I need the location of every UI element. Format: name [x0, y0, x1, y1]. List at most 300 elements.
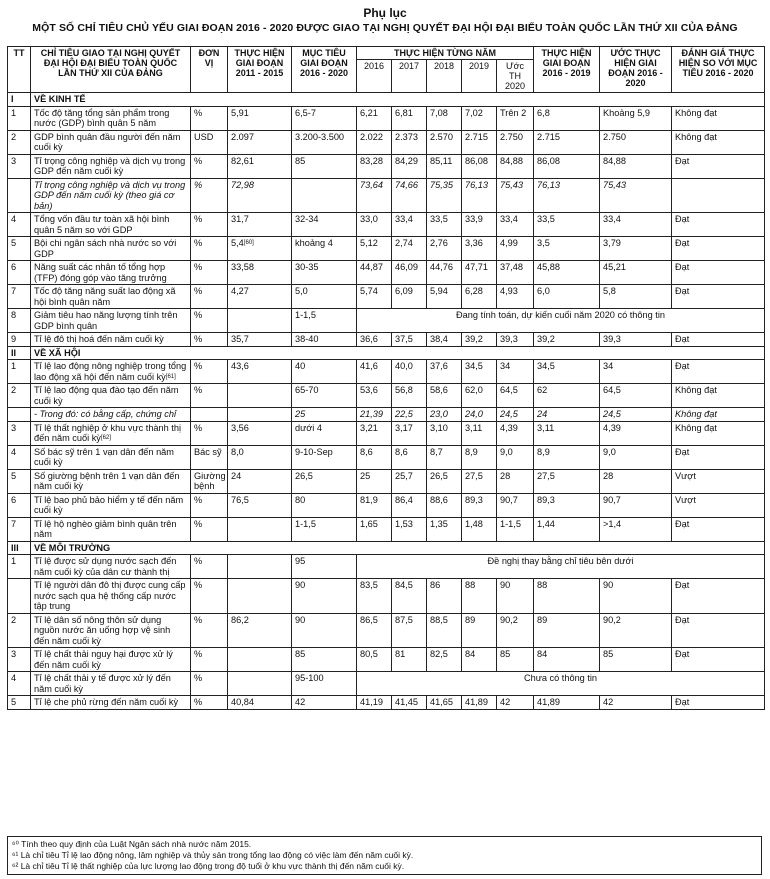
indicator-name	[31, 360, 191, 384]
target-cell: 42	[292, 696, 357, 710]
actual-2016-2019-cell: 24	[534, 408, 600, 422]
indicator-name-text: Năng suất các nhân tố tổng hợp (TFP) đóng góp vào tăng trưởng	[34, 262, 167, 283]
unit-cell: USD	[191, 130, 228, 154]
unit-cell: %	[191, 613, 228, 648]
col-target: MỤC TIÊU GIAI ĐOẠN 2016 - 2020	[292, 47, 357, 93]
indicator-name	[31, 579, 191, 614]
year-2016-cell: 53,6	[357, 384, 392, 408]
table-row	[8, 360, 765, 384]
year-2019-cell: 7,02	[462, 106, 497, 130]
indicator-name	[31, 648, 191, 672]
year-2017-cell: 33,4	[392, 213, 427, 237]
year-2018-cell: 2,76	[427, 237, 462, 261]
year-2018-cell: 44,76	[427, 261, 462, 285]
actual-2016-2019-cell: 88	[534, 579, 600, 614]
table-row	[8, 213, 765, 237]
actual-2011-2015-value: 24	[231, 470, 242, 481]
indicator-name-text: Tỉ lệ lao động nông nghiệp trong tổng lao động xã hội đến năm cuối kỳ	[34, 361, 187, 382]
row-number: 5	[8, 696, 31, 710]
indicator-name-text: Tỉ lệ bao phủ bảo hiểm y tế đến năm cuối kỳ	[34, 494, 184, 515]
unit-cell: Bác sỹ	[191, 445, 228, 469]
est-2016-2020-cell: 28	[600, 469, 672, 493]
actual-2011-2015-value: 35,7	[231, 334, 249, 344]
actual-2011-2015-value: 33,58	[231, 262, 254, 272]
est-2016-2020-cell: 9,0	[600, 445, 672, 469]
target-cell: 40	[292, 360, 357, 384]
section-number: III	[8, 541, 31, 555]
col-2017: 2017	[392, 60, 427, 93]
row-number: 2	[8, 384, 31, 408]
actual-2011-2015-value: 5,91	[231, 107, 249, 118]
actual-2011-2015-cell	[228, 613, 292, 648]
est-2016-2020-cell: 45,21	[600, 261, 672, 285]
row-number: 1	[8, 106, 31, 130]
year-2017-cell: 41,45	[392, 696, 427, 710]
merged-note-cell: Đề nghị thay bằng chỉ tiêu bên dưới	[357, 555, 765, 579]
actual-2016-2019-cell: 89	[534, 613, 600, 648]
col-yearly: THỰC HIỆN TỪNG NĂM	[357, 47, 534, 60]
indicator-name	[31, 696, 191, 710]
unit-cell: %	[191, 178, 228, 213]
actual-2011-2015-value: 40,84	[231, 697, 254, 707]
assessment-cell: Đạt	[672, 333, 765, 347]
target-cell: 30-35	[292, 261, 357, 285]
table-body	[8, 93, 765, 710]
table-row	[8, 493, 765, 517]
indicator-name-text: GDP bình quân đầu người đến năm cuối kỳ	[34, 131, 181, 152]
assessment-cell: Không đạt	[672, 106, 765, 130]
actual-2011-2015-cell	[228, 309, 292, 333]
table-row	[8, 696, 765, 710]
actual-2011-2015-cell	[228, 555, 292, 579]
est-2016-2020-cell: 84,88	[600, 154, 672, 178]
indicator-name-text: Tỉ lệ được sử dụng nước sạch đến năm cuối kỳ của dân cư thành thị	[34, 556, 177, 577]
indicator-name	[31, 384, 191, 408]
actual-2011-2015-value: 43,6	[231, 361, 249, 371]
indicator-name	[31, 613, 191, 648]
year-2020-cell: Trên 2	[497, 106, 534, 130]
assessment-cell: Đạt	[672, 648, 765, 672]
section-title: VỀ KINH TẾ	[31, 93, 765, 107]
unit-cell: %	[191, 672, 228, 696]
target-cell: 5,0	[292, 285, 357, 309]
year-2019-cell: 89,3	[462, 493, 497, 517]
indicator-name	[31, 178, 191, 213]
year-2016-cell: 2.022	[357, 130, 392, 154]
indicator-name	[31, 285, 191, 309]
table-row	[8, 106, 765, 130]
actual-2016-2019-cell: 27,5	[534, 469, 600, 493]
target-cell: dưới 4	[292, 421, 357, 445]
year-2016-cell: 6,21	[357, 106, 392, 130]
year-2018-cell: 26,5	[427, 469, 462, 493]
indicator-name	[31, 408, 191, 422]
unit-cell: %	[191, 154, 228, 178]
target-cell: khoảng 4	[292, 237, 357, 261]
unit-cell: %	[191, 493, 228, 517]
assessment-cell: Đạt	[672, 445, 765, 469]
row-number: 4	[8, 213, 31, 237]
section-title: VỀ MÔI TRƯỜNG	[31, 541, 765, 555]
row-number: 1	[8, 555, 31, 579]
est-2016-2020-cell: 24,5	[600, 408, 672, 422]
table-row	[8, 555, 765, 579]
year-2017-cell: 87,5	[392, 613, 427, 648]
year-2019-cell: 27,5	[462, 469, 497, 493]
year-2016-cell: 81,9	[357, 493, 392, 517]
year-2016-cell: 80,5	[357, 648, 392, 672]
year-2020-cell: 90	[497, 579, 534, 614]
year-2017-cell: 74,66	[392, 178, 427, 213]
actual-2011-2015-value: 31,7	[231, 214, 249, 224]
year-2017-cell: 81	[392, 648, 427, 672]
target-cell: 25	[292, 408, 357, 422]
year-2017-cell: 56,8	[392, 384, 427, 408]
actual-2016-2019-cell: 86,08	[534, 154, 600, 178]
indicator-table	[7, 46, 765, 710]
indicator-name	[31, 213, 191, 237]
est-2016-2020-cell: >1,4	[600, 517, 672, 541]
actual-2016-2019-cell: 6,8	[534, 106, 600, 130]
table-row	[8, 178, 765, 213]
year-2019-cell: 8,9	[462, 445, 497, 469]
year-2020-cell: 4,39	[497, 421, 534, 445]
unit-cell: %	[191, 285, 228, 309]
year-2017-cell: 84,5	[392, 579, 427, 614]
actual-2016-2019-cell: 45,88	[534, 261, 600, 285]
actual-2016-2019-cell: 41,89	[534, 696, 600, 710]
year-2020-cell: 1-1,5	[497, 517, 534, 541]
year-2020-cell: 42	[497, 696, 534, 710]
year-2018-cell: 37,6	[427, 360, 462, 384]
actual-2011-2015-cell	[228, 237, 292, 261]
year-2016-cell: 5,74	[357, 285, 392, 309]
year-2018-cell: 8,7	[427, 445, 462, 469]
target-cell: 1-1,5	[292, 517, 357, 541]
indicator-name-text: Tỉ lệ chất thải y tế được xử lý đến năm cuối kỳ	[34, 673, 171, 694]
col-est-2016-2020: ƯỚC THỰC HIỆN GIAI ĐOẠN 2016 - 2020	[600, 47, 672, 93]
actual-2016-2019-cell: 6,0	[534, 285, 600, 309]
indicator-name-text: Tỉ lệ hộ nghèo giảm bình quân trên năm	[34, 518, 177, 539]
unit-cell: %	[191, 555, 228, 579]
table-row	[8, 261, 765, 285]
indicator-name-text: Bội chi ngân sách nhà nước so với GDP	[34, 238, 177, 259]
year-2016-cell: 41,19	[357, 696, 392, 710]
year-2019-cell: 34,5	[462, 360, 497, 384]
row-number: 9	[8, 333, 31, 347]
est-2016-2020-cell: 3,79	[600, 237, 672, 261]
year-2017-cell: 8,6	[392, 445, 427, 469]
unit-cell	[191, 408, 228, 422]
year-2016-cell: 83,28	[357, 154, 392, 178]
indicator-name	[31, 106, 191, 130]
indicator-name	[31, 333, 191, 347]
row-number: 5	[8, 237, 31, 261]
actual-2011-2015-cell	[228, 672, 292, 696]
est-2016-2020-cell: 90	[600, 579, 672, 614]
target-cell: 90	[292, 579, 357, 614]
target-cell: 95-100	[292, 672, 357, 696]
year-2020-cell: 90,2	[497, 613, 534, 648]
year-2016-cell: 5,12	[357, 237, 392, 261]
actual-2011-2015-cell	[228, 106, 292, 130]
year-2019-cell: 88	[462, 579, 497, 614]
indicator-name	[31, 154, 191, 178]
table-row	[8, 154, 765, 178]
indicator-name-text: Tỉ lệ chất thải nguy hại được xử lý đến năm cuối kỳ	[34, 649, 173, 670]
actual-2011-2015-cell	[228, 469, 292, 493]
row-number: 7	[8, 285, 31, 309]
year-2020-cell: 37,48	[497, 261, 534, 285]
year-2016-cell: 73,64	[357, 178, 392, 213]
assessment-cell: Đạt	[672, 696, 765, 710]
unit-cell: %	[191, 517, 228, 541]
year-2018-cell: 1,35	[427, 517, 462, 541]
indicator-name	[31, 517, 191, 541]
year-2020-cell: 90,7	[497, 493, 534, 517]
est-2016-2020-cell: 75,43	[600, 178, 672, 213]
table-row	[8, 384, 765, 408]
indicator-name	[31, 130, 191, 154]
assessment-cell: Đạt	[672, 517, 765, 541]
actual-2011-2015-cell	[228, 408, 292, 422]
col-unit: ĐƠN VỊ	[191, 47, 228, 93]
year-2017-cell: 6,09	[392, 285, 427, 309]
actual-2016-2019-cell: 76,13	[534, 178, 600, 213]
year-2016-cell: 33,0	[357, 213, 392, 237]
assessment-cell: Không đạt	[672, 421, 765, 445]
year-2019-cell: 1,48	[462, 517, 497, 541]
unit-cell: %	[191, 360, 228, 384]
target-cell: 26,5	[292, 469, 357, 493]
actual-2011-2015-value: 3,56	[231, 422, 249, 433]
indicator-name-text: Tỉ trọng công nghiệp và dịch vụ trong GDP đến năm cuối kỳ (theo giá cơ bản)	[34, 179, 186, 211]
table-row	[8, 579, 765, 614]
actual-2011-2015-cell	[228, 130, 292, 154]
table-row	[8, 613, 765, 648]
row-number: 4	[8, 445, 31, 469]
year-2018-cell: 41,65	[427, 696, 462, 710]
year-2019-cell: 3,11	[462, 421, 497, 445]
year-2016-cell: 41,6	[357, 360, 392, 384]
year-2018-cell: 38,4	[427, 333, 462, 347]
actual-2011-2015-value: 76,5	[231, 494, 249, 505]
row-number: 2	[8, 613, 31, 648]
unit-cell: %	[191, 106, 228, 130]
year-2018-cell: 3,10	[427, 421, 462, 445]
indicator-name	[31, 261, 191, 285]
target-cell: 1-1,5	[292, 309, 357, 333]
actual-2016-2019-cell: 2.715	[534, 130, 600, 154]
actual-2011-2015-value: 82,61	[231, 155, 254, 166]
row-number: 3	[8, 154, 31, 178]
year-2017-cell: 84,29	[392, 154, 427, 178]
target-cell: 85	[292, 648, 357, 672]
year-2018-cell: 5,94	[427, 285, 462, 309]
indicator-name-text: Tổng vốn đầu tư toàn xã hội bình quân 5 năm so với GDP	[34, 214, 170, 235]
target-cell: 6,5-7	[292, 106, 357, 130]
indicator-name	[31, 493, 191, 517]
actual-2011-2015-cell	[228, 384, 292, 408]
year-2020-cell: 24,5	[497, 408, 534, 422]
target-cell: 95	[292, 555, 357, 579]
table-row	[8, 285, 765, 309]
year-2019-cell: 62,0	[462, 384, 497, 408]
year-2017-cell: 40,0	[392, 360, 427, 384]
section-number: II	[8, 346, 31, 360]
table-row	[8, 309, 765, 333]
indicator-name	[31, 309, 191, 333]
indicator-name-text: Số giường bệnh trên 1 vạn dân đến năm cuối kỳ	[34, 470, 180, 491]
actual-2011-2015-cell	[228, 154, 292, 178]
year-2017-cell: 46,09	[392, 261, 427, 285]
est-2016-2020-cell: 33,4	[600, 213, 672, 237]
est-2016-2020-cell: 90,2	[600, 613, 672, 648]
year-2018-cell: 88,5	[427, 613, 462, 648]
actual-2016-2019-cell: 34,5	[534, 360, 600, 384]
assessment-cell: Đạt	[672, 261, 765, 285]
assessment-cell: Đạt	[672, 213, 765, 237]
footnote-ref: [61]	[165, 373, 176, 380]
est-2016-2020-cell: 34	[600, 360, 672, 384]
row-number: 6	[8, 261, 31, 285]
table-row	[8, 648, 765, 672]
assessment-cell: Đạt	[672, 154, 765, 178]
year-2016-cell: 44,87	[357, 261, 392, 285]
year-2016-cell: 86,5	[357, 613, 392, 648]
col-2020: Ước TH 2020	[497, 60, 534, 93]
year-2017-cell: 3,17	[392, 421, 427, 445]
year-2017-cell: 22,5	[392, 408, 427, 422]
row-number: 5	[8, 469, 31, 493]
row-number: 4	[8, 672, 31, 696]
year-2018-cell: 58,6	[427, 384, 462, 408]
unit-cell: %	[191, 384, 228, 408]
section-row	[8, 93, 765, 107]
year-2020-cell: 39,3	[497, 333, 534, 347]
footnote-62: ⁶² Là chỉ tiêu Tỉ lệ thất nghiệp của lực lượng lao động trong độ tuổi ở khu vực thành thị đến năm cuối kỳ.	[12, 861, 405, 871]
actual-2011-2015-cell	[228, 360, 292, 384]
target-cell: 90	[292, 613, 357, 648]
year-2019-cell: 6,28	[462, 285, 497, 309]
target-cell: 9-10-Sep	[292, 445, 357, 469]
year-2020-cell: 64,5	[497, 384, 534, 408]
col-indicator: CHỈ TIÊU GIAO TẠI NGHỊ QUYẾT ĐẠI HỘI ĐẠI BIỂU TOÀN QUỐC LẦN THỨ XII CỦA ĐẢNG	[31, 47, 191, 93]
table-row	[8, 130, 765, 154]
section-title: VỀ XÃ HỘI	[31, 346, 765, 360]
est-2016-2020-cell: 2.750	[600, 130, 672, 154]
header-row	[8, 47, 765, 60]
year-2019-cell: 33,9	[462, 213, 497, 237]
year-2020-cell: 34	[497, 360, 534, 384]
table-row	[8, 237, 765, 261]
year-2020-cell: 75,43	[497, 178, 534, 213]
year-2017-cell: 6,81	[392, 106, 427, 130]
year-2019-cell: 2.715	[462, 130, 497, 154]
year-2020-cell: 28	[497, 469, 534, 493]
indicator-name-text: Tỉ trọng công nghiệp và dịch vụ trong GDP đến năm cuối kỳ	[34, 155, 186, 176]
year-2019-cell: 86,08	[462, 154, 497, 178]
actual-2011-2015-cell	[228, 696, 292, 710]
year-2020-cell: 85	[497, 648, 534, 672]
est-2016-2020-cell: 5,8	[600, 285, 672, 309]
est-2016-2020-cell: 39,3	[600, 333, 672, 347]
row-number: 3	[8, 648, 31, 672]
year-2018-cell: 88,6	[427, 493, 462, 517]
indicator-name-text: Tỉ lệ lao động qua đào tạo đến năm cuối kỳ	[34, 385, 179, 406]
row-number: 1	[8, 360, 31, 384]
col-actual-2016-2019: THỰC HIỆN GIAI ĐOẠN 2016 - 2019	[534, 47, 600, 93]
row-number	[8, 579, 31, 614]
assessment-cell: Vượt	[672, 469, 765, 493]
year-2020-cell: 84,88	[497, 154, 534, 178]
est-2016-2020-cell: 4,39	[600, 421, 672, 445]
year-2019-cell: 76,13	[462, 178, 497, 213]
target-cell: 65-70	[292, 384, 357, 408]
actual-2016-2019-cell: 33,5	[534, 213, 600, 237]
actual-2011-2015-cell	[228, 445, 292, 469]
year-2020-cell: 4,99	[497, 237, 534, 261]
target-cell: 32-34	[292, 213, 357, 237]
year-2019-cell: 39,2	[462, 333, 497, 347]
actual-2011-2015-value: 4,27	[231, 286, 249, 296]
est-2016-2020-cell: 64,5	[600, 384, 672, 408]
actual-2011-2015-cell	[228, 579, 292, 614]
indicator-name-text: Tốc độ tăng tổng sản phẩm trong nước (GDP) bình quân 5 năm	[34, 107, 170, 128]
year-2016-cell: 21,39	[357, 408, 392, 422]
indicator-name-text: Số bác sỹ trên 1 vạn dân đến năm cuối kỳ	[34, 446, 174, 467]
page-subtitle: MỘT SỐ CHỈ TIÊU CHỦ YẾU GIAI ĐOẠN 2016 - 2020 ĐƯỢC GIAO TẠI NGHỊ QUYẾT ĐẠI HỘI ĐẠI BIỂU TOÀN QUỐC LẦN THỨ XII CỦA ĐẢNG	[32, 22, 738, 34]
merged-note-cell: Đang tính toán, dự kiến cuối năm 2020 có thông tin	[357, 309, 765, 333]
actual-2011-2015-value: 8,0	[231, 446, 244, 457]
actual-2016-2019-cell: 3,11	[534, 421, 600, 445]
row-number: 8	[8, 309, 31, 333]
actual-2011-2015-cell	[228, 213, 292, 237]
actual-2011-2015-value: 72,98	[231, 179, 254, 190]
assessment-cell: Không đạt	[672, 384, 765, 408]
indicator-name	[31, 237, 191, 261]
footnote-ref: [60]	[243, 240, 254, 246]
year-2020-cell: 2.750	[497, 130, 534, 154]
target-cell: 38-40	[292, 333, 357, 347]
year-2020-cell: 9,0	[497, 445, 534, 469]
year-2019-cell: 3,36	[462, 237, 497, 261]
assessment-cell: Đạt	[672, 360, 765, 384]
assessment-cell: Đạt	[672, 613, 765, 648]
actual-2016-2019-cell: 39,2	[534, 333, 600, 347]
year-2020-cell: 33,4	[497, 213, 534, 237]
unit-cell: %	[191, 648, 228, 672]
year-2020-cell: 4,93	[497, 285, 534, 309]
table-row	[8, 445, 765, 469]
unit-cell: %	[191, 237, 228, 261]
actual-2016-2019-cell: 89,3	[534, 493, 600, 517]
actual-2011-2015-cell	[228, 285, 292, 309]
row-number	[8, 178, 31, 213]
actual-2011-2015-cell	[228, 648, 292, 672]
year-2016-cell: 1,65	[357, 517, 392, 541]
assessment-cell: Đạt	[672, 579, 765, 614]
section-number: I	[8, 93, 31, 107]
year-2019-cell: 89	[462, 613, 497, 648]
year-2017-cell: 86,4	[392, 493, 427, 517]
actual-2016-2019-cell: 3,5	[534, 237, 600, 261]
assessment-cell: Không đạt	[672, 408, 765, 422]
year-2019-cell: 84	[462, 648, 497, 672]
footnote-ref: [62]	[100, 435, 111, 441]
section-row	[8, 346, 765, 360]
table-row	[8, 421, 765, 445]
